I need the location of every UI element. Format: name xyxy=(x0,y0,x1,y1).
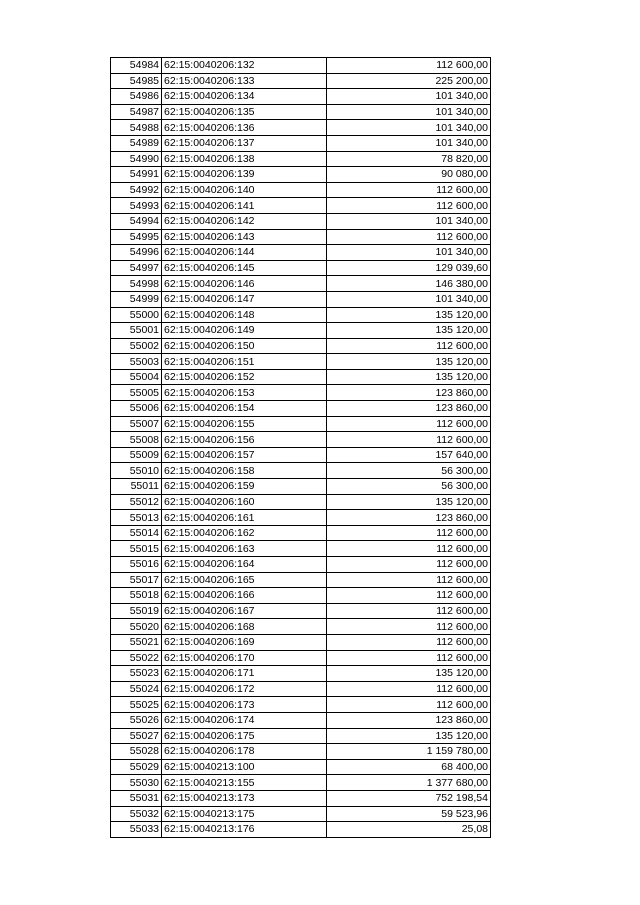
row-number-cell: 55002 xyxy=(111,338,162,354)
table-row xyxy=(111,58,491,74)
table-row xyxy=(111,260,491,276)
table-row xyxy=(111,135,491,151)
table-row xyxy=(111,89,491,105)
value-cell: 112 600,00 xyxy=(327,557,491,573)
table-row xyxy=(111,198,491,214)
cadastral-number-cell: 62:15:0040206:165 xyxy=(162,572,327,588)
cadastral-number-cell: 62:15:0040206:137 xyxy=(162,135,327,151)
row-number-cell: 54990 xyxy=(111,151,162,167)
row-number-cell: 55000 xyxy=(111,307,162,323)
cadastral-number-cell: 62:15:0040206:142 xyxy=(162,213,327,229)
value-cell: 112 600,00 xyxy=(327,525,491,541)
cadastral-number-cell: 62:15:0040206:167 xyxy=(162,603,327,619)
value-cell: 112 600,00 xyxy=(327,588,491,604)
cadastral-number-cell: 62:15:0040206:139 xyxy=(162,167,327,183)
row-number-cell: 54995 xyxy=(111,229,162,245)
row-number-cell: 55027 xyxy=(111,728,162,744)
row-number-cell: 55010 xyxy=(111,463,162,479)
cadastral-number-cell: 62:15:0040206:151 xyxy=(162,354,327,370)
table-row xyxy=(111,634,491,650)
value-cell: 157 640,00 xyxy=(327,447,491,463)
cadastral-number-cell: 62:15:0040206:150 xyxy=(162,338,327,354)
row-number-cell: 55026 xyxy=(111,712,162,728)
value-cell: 135 120,00 xyxy=(327,307,491,323)
value-cell: 112 600,00 xyxy=(327,338,491,354)
cadastral-number-cell: 62:15:0040213:175 xyxy=(162,806,327,822)
cadastral-number-cell: 62:15:0040206:149 xyxy=(162,323,327,339)
row-number-cell: 54994 xyxy=(111,213,162,229)
table-row xyxy=(111,494,491,510)
value-cell: 123 860,00 xyxy=(327,510,491,526)
table-row xyxy=(111,120,491,136)
table-row xyxy=(111,229,491,245)
row-number-cell: 54987 xyxy=(111,104,162,120)
cadastral-number-cell: 62:15:0040206:133 xyxy=(162,73,327,89)
row-number-cell: 54999 xyxy=(111,291,162,307)
table-row xyxy=(111,728,491,744)
row-number-cell: 55028 xyxy=(111,744,162,760)
row-number-cell: 55011 xyxy=(111,479,162,495)
cadastral-number-cell: 62:15:0040206:178 xyxy=(162,744,327,760)
row-number-cell: 54988 xyxy=(111,120,162,136)
value-cell: 112 600,00 xyxy=(327,541,491,557)
cadastral-number-cell: 62:15:0040206:157 xyxy=(162,447,327,463)
value-cell: 112 600,00 xyxy=(327,182,491,198)
cadastral-number-cell: 62:15:0040206:145 xyxy=(162,260,327,276)
cadastral-number-cell: 62:15:0040206:171 xyxy=(162,666,327,682)
row-number-cell: 55022 xyxy=(111,650,162,666)
row-number-cell: 54989 xyxy=(111,135,162,151)
cadastral-number-cell: 62:15:0040206:158 xyxy=(162,463,327,479)
cadastral-number-cell: 62:15:0040206:136 xyxy=(162,120,327,136)
cadastral-number-cell: 62:15:0040206:156 xyxy=(162,432,327,448)
row-number-cell: 54996 xyxy=(111,245,162,261)
value-cell: 1 377 680,00 xyxy=(327,775,491,791)
cadastral-number-cell: 62:15:0040206:161 xyxy=(162,510,327,526)
cadastral-number-cell: 62:15:0040206:140 xyxy=(162,182,327,198)
row-number-cell: 55023 xyxy=(111,666,162,682)
value-cell: 112 600,00 xyxy=(327,603,491,619)
value-cell: 101 340,00 xyxy=(327,213,491,229)
table-row xyxy=(111,323,491,339)
table-row xyxy=(111,541,491,557)
row-number-cell: 55001 xyxy=(111,323,162,339)
cadastral-number-cell: 62:15:0040206:175 xyxy=(162,728,327,744)
table-row xyxy=(111,510,491,526)
row-number-cell: 55012 xyxy=(111,494,162,510)
table-row xyxy=(111,572,491,588)
cadastral-number-cell: 62:15:0040213:176 xyxy=(162,822,327,838)
value-cell: 1 159 780,00 xyxy=(327,744,491,760)
table-row xyxy=(111,276,491,292)
row-number-cell: 55033 xyxy=(111,822,162,838)
table-row xyxy=(111,525,491,541)
value-cell: 123 860,00 xyxy=(327,712,491,728)
value-cell: 112 600,00 xyxy=(327,697,491,713)
cadastral-number-cell: 62:15:0040206:143 xyxy=(162,229,327,245)
value-cell: 101 340,00 xyxy=(327,135,491,151)
table-body xyxy=(111,58,491,838)
value-cell: 752 198,54 xyxy=(327,790,491,806)
table-row xyxy=(111,759,491,775)
row-number-cell: 55025 xyxy=(111,697,162,713)
value-cell: 112 600,00 xyxy=(327,229,491,245)
table-row xyxy=(111,385,491,401)
table-row xyxy=(111,822,491,838)
value-cell: 56 300,00 xyxy=(327,463,491,479)
value-cell: 25,08 xyxy=(327,822,491,838)
table-row xyxy=(111,167,491,183)
value-cell: 56 300,00 xyxy=(327,479,491,495)
cadastral-number-cell: 62:15:0040206:173 xyxy=(162,697,327,713)
table-row xyxy=(111,463,491,479)
value-cell: 68 400,00 xyxy=(327,759,491,775)
row-number-cell: 55015 xyxy=(111,541,162,557)
value-cell: 225 200,00 xyxy=(327,73,491,89)
table-row xyxy=(111,681,491,697)
table-row xyxy=(111,619,491,635)
row-number-cell: 54984 xyxy=(111,58,162,74)
row-number-cell: 54992 xyxy=(111,182,162,198)
row-number-cell: 55004 xyxy=(111,369,162,385)
row-number-cell: 54997 xyxy=(111,260,162,276)
value-cell: 112 600,00 xyxy=(327,619,491,635)
value-cell: 135 120,00 xyxy=(327,494,491,510)
value-cell: 112 600,00 xyxy=(327,681,491,697)
table-row xyxy=(111,712,491,728)
cadastral-number-cell: 62:15:0040206:147 xyxy=(162,291,327,307)
cadastral-number-cell: 62:15:0040206:138 xyxy=(162,151,327,167)
value-cell: 112 600,00 xyxy=(327,650,491,666)
row-number-cell: 54993 xyxy=(111,198,162,214)
table-row xyxy=(111,806,491,822)
table-row xyxy=(111,790,491,806)
table-row xyxy=(111,416,491,432)
row-number-cell: 55018 xyxy=(111,588,162,604)
cadastral-number-cell: 62:15:0040206:134 xyxy=(162,89,327,105)
value-cell: 112 600,00 xyxy=(327,198,491,214)
row-number-cell: 55014 xyxy=(111,525,162,541)
value-cell: 135 120,00 xyxy=(327,354,491,370)
cadastral-number-cell: 62:15:0040206:172 xyxy=(162,681,327,697)
cadastral-number-cell: 62:15:0040206:135 xyxy=(162,104,327,120)
row-number-cell: 55006 xyxy=(111,401,162,417)
cadastral-number-cell: 62:15:0040206:152 xyxy=(162,369,327,385)
cadastral-number-cell: 62:15:0040206:166 xyxy=(162,588,327,604)
value-cell: 129 039,60 xyxy=(327,260,491,276)
cadastral-number-cell: 62:15:0040213:155 xyxy=(162,775,327,791)
value-cell: 135 120,00 xyxy=(327,666,491,682)
table-row xyxy=(111,369,491,385)
row-number-cell: 55007 xyxy=(111,416,162,432)
row-number-cell: 55019 xyxy=(111,603,162,619)
row-number-cell: 55009 xyxy=(111,447,162,463)
cadastral-value-table xyxy=(110,57,491,838)
value-cell: 101 340,00 xyxy=(327,120,491,136)
row-number-cell: 55008 xyxy=(111,432,162,448)
row-number-cell: 55005 xyxy=(111,385,162,401)
table-row xyxy=(111,666,491,682)
row-number-cell: 55020 xyxy=(111,619,162,635)
row-number-cell: 54985 xyxy=(111,73,162,89)
value-cell: 101 340,00 xyxy=(327,104,491,120)
value-cell: 135 120,00 xyxy=(327,369,491,385)
row-number-cell: 55013 xyxy=(111,510,162,526)
value-cell: 78 820,00 xyxy=(327,151,491,167)
cadastral-number-cell: 62:15:0040206:141 xyxy=(162,198,327,214)
table-row xyxy=(111,432,491,448)
value-cell: 59 523,96 xyxy=(327,806,491,822)
value-cell: 112 600,00 xyxy=(327,58,491,74)
table-row xyxy=(111,338,491,354)
table-row xyxy=(111,775,491,791)
cadastral-number-cell: 62:15:0040206:169 xyxy=(162,634,327,650)
table-row xyxy=(111,557,491,573)
cadastral-number-cell: 62:15:0040206:160 xyxy=(162,494,327,510)
row-number-cell: 54991 xyxy=(111,167,162,183)
table-row xyxy=(111,650,491,666)
row-number-cell: 55017 xyxy=(111,572,162,588)
cadastral-number-cell: 62:15:0040206:132 xyxy=(162,58,327,74)
value-cell: 112 600,00 xyxy=(327,432,491,448)
cadastral-number-cell: 62:15:0040206:170 xyxy=(162,650,327,666)
table-row xyxy=(111,447,491,463)
table-row xyxy=(111,401,491,417)
cadastral-number-cell: 62:15:0040206:162 xyxy=(162,525,327,541)
cadastral-number-cell: 62:15:0040206:144 xyxy=(162,245,327,261)
table-row xyxy=(111,307,491,323)
cadastral-number-cell: 62:15:0040206:174 xyxy=(162,712,327,728)
row-number-cell: 55024 xyxy=(111,681,162,697)
table-row xyxy=(111,213,491,229)
row-number-cell: 55031 xyxy=(111,790,162,806)
cadastral-number-cell: 62:15:0040213:173 xyxy=(162,790,327,806)
table-row xyxy=(111,479,491,495)
value-cell: 112 600,00 xyxy=(327,634,491,650)
value-cell: 135 120,00 xyxy=(327,728,491,744)
table-row xyxy=(111,744,491,760)
value-cell: 90 080,00 xyxy=(327,167,491,183)
row-number-cell: 55021 xyxy=(111,634,162,650)
value-cell: 112 600,00 xyxy=(327,416,491,432)
table-row xyxy=(111,104,491,120)
table-row xyxy=(111,151,491,167)
row-number-cell: 55016 xyxy=(111,557,162,573)
table-row xyxy=(111,697,491,713)
row-number-cell: 55029 xyxy=(111,759,162,775)
value-cell: 123 860,00 xyxy=(327,385,491,401)
table-row xyxy=(111,291,491,307)
table-row xyxy=(111,588,491,604)
cadastral-number-cell: 62:15:0040206:153 xyxy=(162,385,327,401)
row-number-cell: 55030 xyxy=(111,775,162,791)
cadastral-number-cell: 62:15:0040206:168 xyxy=(162,619,327,635)
cadastral-number-cell: 62:15:0040206:154 xyxy=(162,401,327,417)
cadastral-number-cell: 62:15:0040206:159 xyxy=(162,479,327,495)
value-cell: 101 340,00 xyxy=(327,89,491,105)
value-cell: 123 860,00 xyxy=(327,401,491,417)
value-cell: 101 340,00 xyxy=(327,291,491,307)
table-row xyxy=(111,603,491,619)
cadastral-number-cell: 62:15:0040206:148 xyxy=(162,307,327,323)
cadastral-number-cell: 62:15:0040206:155 xyxy=(162,416,327,432)
row-number-cell: 55032 xyxy=(111,806,162,822)
value-cell: 112 600,00 xyxy=(327,572,491,588)
cadastral-number-cell: 62:15:0040206:163 xyxy=(162,541,327,557)
table-row xyxy=(111,73,491,89)
value-cell: 146 380,00 xyxy=(327,276,491,292)
row-number-cell: 54998 xyxy=(111,276,162,292)
cadastral-number-cell: 62:15:0040213:100 xyxy=(162,759,327,775)
value-cell: 135 120,00 xyxy=(327,323,491,339)
row-number-cell: 55003 xyxy=(111,354,162,370)
row-number-cell: 54986 xyxy=(111,89,162,105)
value-cell: 101 340,00 xyxy=(327,245,491,261)
cadastral-number-cell: 62:15:0040206:146 xyxy=(162,276,327,292)
table-row xyxy=(111,354,491,370)
table-row xyxy=(111,245,491,261)
cadastral-number-cell: 62:15:0040206:164 xyxy=(162,557,327,573)
table-row xyxy=(111,182,491,198)
